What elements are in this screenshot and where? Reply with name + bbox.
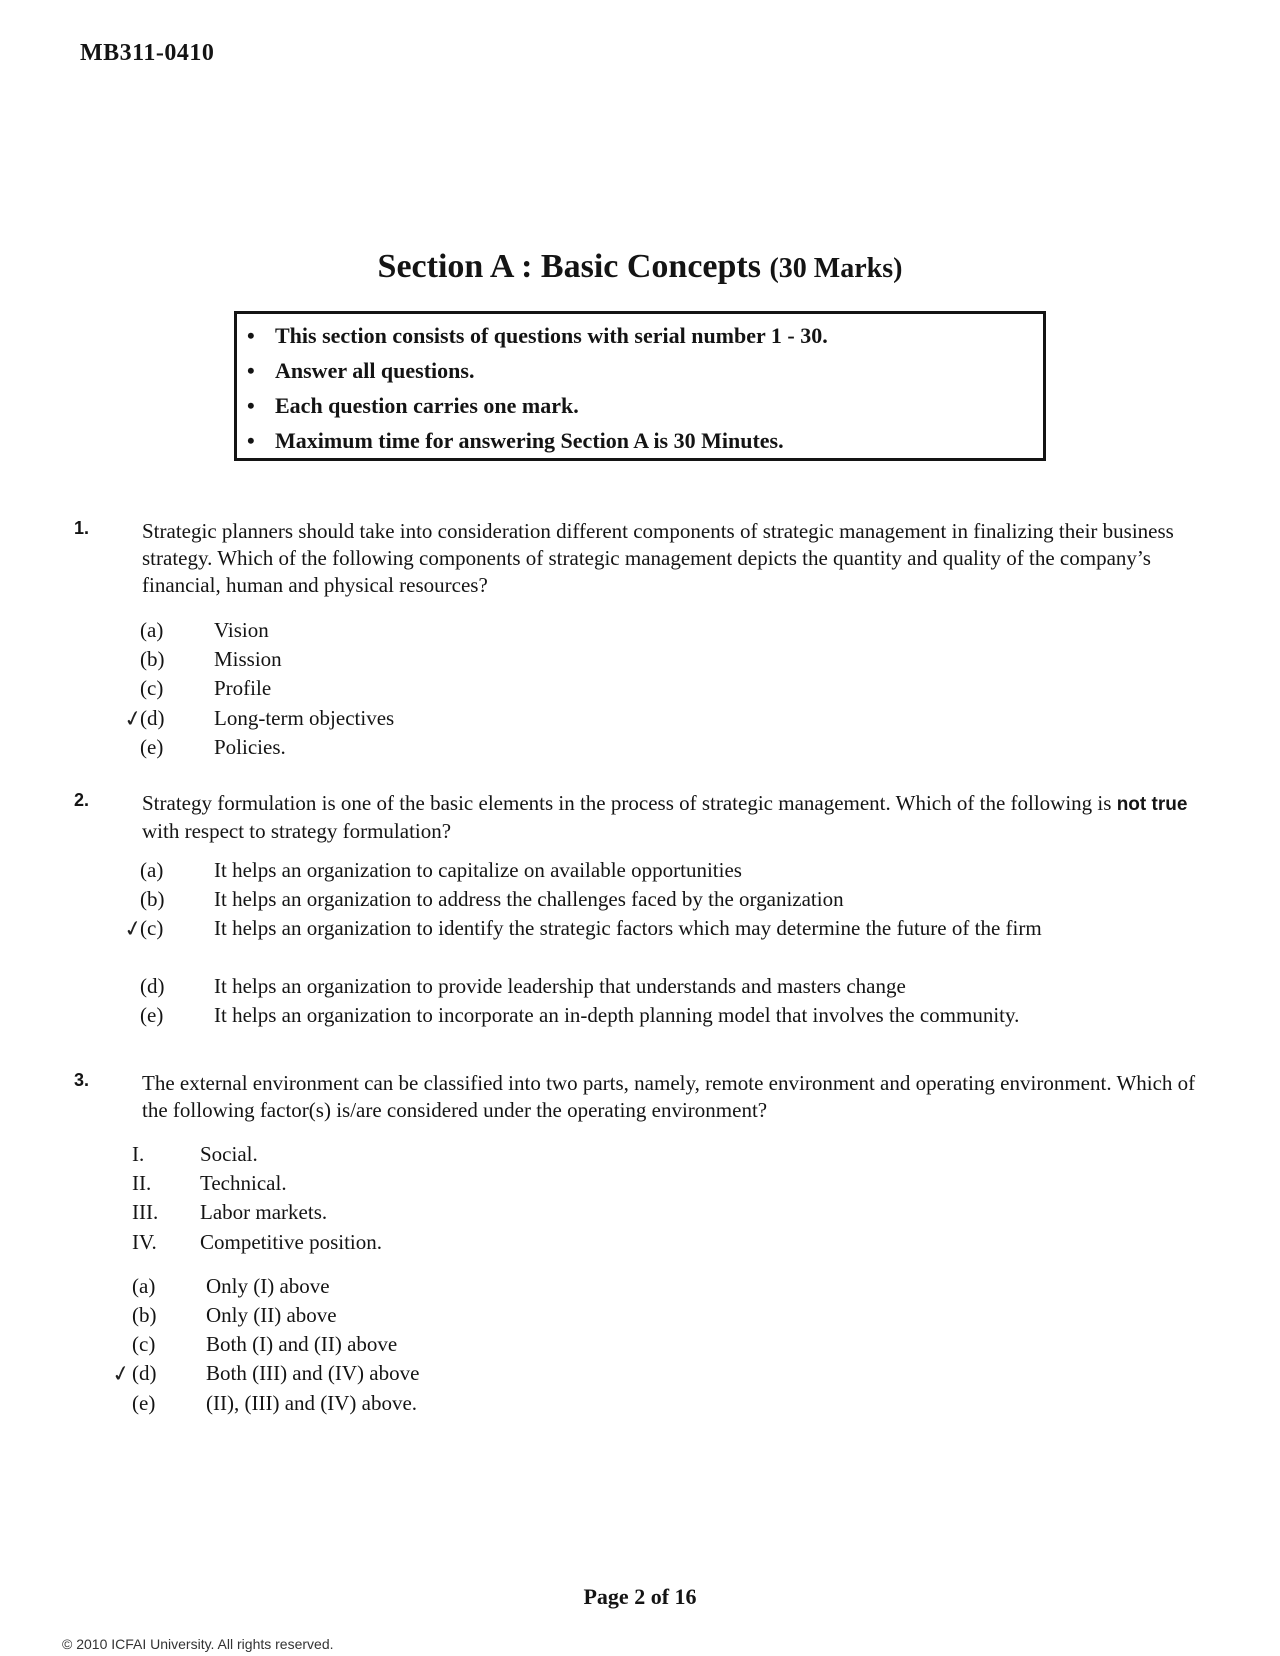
option-label: (a) [140, 618, 164, 642]
option-label: (a) [140, 858, 164, 882]
handwritten-tick-icon: ✓ [121, 914, 145, 943]
question-emphasis: not true [1116, 794, 1188, 815]
option-label: (d) [140, 974, 165, 998]
statement-text: Technical. [200, 1171, 287, 1195]
handwritten-tick-icon: ✓ [109, 1359, 133, 1388]
statement-text: Labor markets. [200, 1200, 328, 1224]
instructions-box [234, 311, 1046, 461]
statement-text: Competitive position. [200, 1230, 382, 1254]
copyright-notice: © 2010 ICFAI University. All rights reserved. [62, 1636, 334, 1652]
option-label: (e) [140, 1003, 164, 1027]
option-text: Vision [214, 618, 269, 642]
section-title [0, 248, 1280, 286]
question-number: 1. [74, 518, 90, 538]
option-text: It helps an organization to provide leadership that understands and masters change [214, 974, 906, 998]
option-label: (e) [132, 1391, 156, 1415]
option-text: Long-term objectives [214, 706, 395, 730]
option-label: (d) [140, 706, 165, 730]
handwritten-tick-icon: ✓ [121, 704, 145, 733]
option-label: (d) [132, 1361, 157, 1385]
option-label: (e) [140, 735, 164, 759]
option-text: Both (I) and (II) above [206, 1332, 398, 1356]
option-text: Only (I) above [206, 1274, 330, 1298]
instruction-item: • Maximum time for answering Section A is 30 Minutes. [245, 423, 1033, 458]
question-text-part: Strategy formulation is one of the basic elements in the process of strategic management. Which of the following is [142, 791, 1117, 815]
option-text: It helps an organization to capitalize on available opportunities [214, 858, 742, 882]
option-label: (c) [140, 676, 164, 700]
option-label: (b) [140, 647, 165, 671]
option-label: (c) [132, 1332, 156, 1356]
option-text: Profile [214, 676, 272, 700]
question-text: Strategic planners should take into consideration different components of strategic management in finalizing their business strategy. Which of the following components of strategic management depicts the quantity and quality of the company’s financial, human and physical resources? [142, 519, 1174, 597]
option-text: Policies. [214, 735, 286, 759]
section-marks: (30 Marks) [769, 253, 903, 284]
option-text: It helps an organization to identify the strategic factors which may determine the future of the firm [214, 916, 1042, 940]
paper-code: MB311-0410 [80, 40, 215, 66]
question-text-part: with respect to strategy formulation? [142, 819, 452, 843]
question-number: 2. [74, 790, 90, 810]
section-title-text: Section A : Basic Concepts [377, 248, 761, 285]
question-number: 3. [74, 1070, 90, 1090]
page-number: Page 2 of 16 [583, 1584, 697, 1609]
option-text: Only (II) above [206, 1303, 337, 1327]
statement-label: I. [132, 1142, 145, 1166]
statement-label: IV. [132, 1230, 157, 1254]
option-text: It helps an organization to address the challenges faced by the organization [214, 887, 844, 911]
statement-label: III. [132, 1200, 159, 1224]
option-text: Mission [214, 647, 282, 671]
statement-label: II. [132, 1171, 152, 1195]
instruction-item: • This section consists of questions with serial number 1 - 30. [245, 318, 1033, 353]
instruction-item: • Answer all questions. [245, 353, 1033, 388]
option-label: (a) [132, 1274, 156, 1298]
question-text: The external environment can be classified into two parts, namely, remote environment and operating environment. Which of the following factor(s) is/are considered under the operating environment? [142, 1071, 1196, 1122]
statement-text: Social. [200, 1142, 258, 1166]
option-text: It helps an organization to incorporate an in-depth planning model that involves the community. [214, 1003, 1020, 1027]
instruction-item: • Each question carries one mark. [245, 388, 1033, 423]
option-text: Both (III) and (IV) above [206, 1361, 420, 1385]
option-label: (b) [140, 887, 165, 911]
option-text: (II), (III) and (IV) above. [206, 1391, 418, 1415]
instructions-list [245, 318, 1033, 458]
option-label: (c) [140, 916, 164, 940]
option-label: (b) [132, 1303, 157, 1327]
question-text [142, 790, 1202, 845]
